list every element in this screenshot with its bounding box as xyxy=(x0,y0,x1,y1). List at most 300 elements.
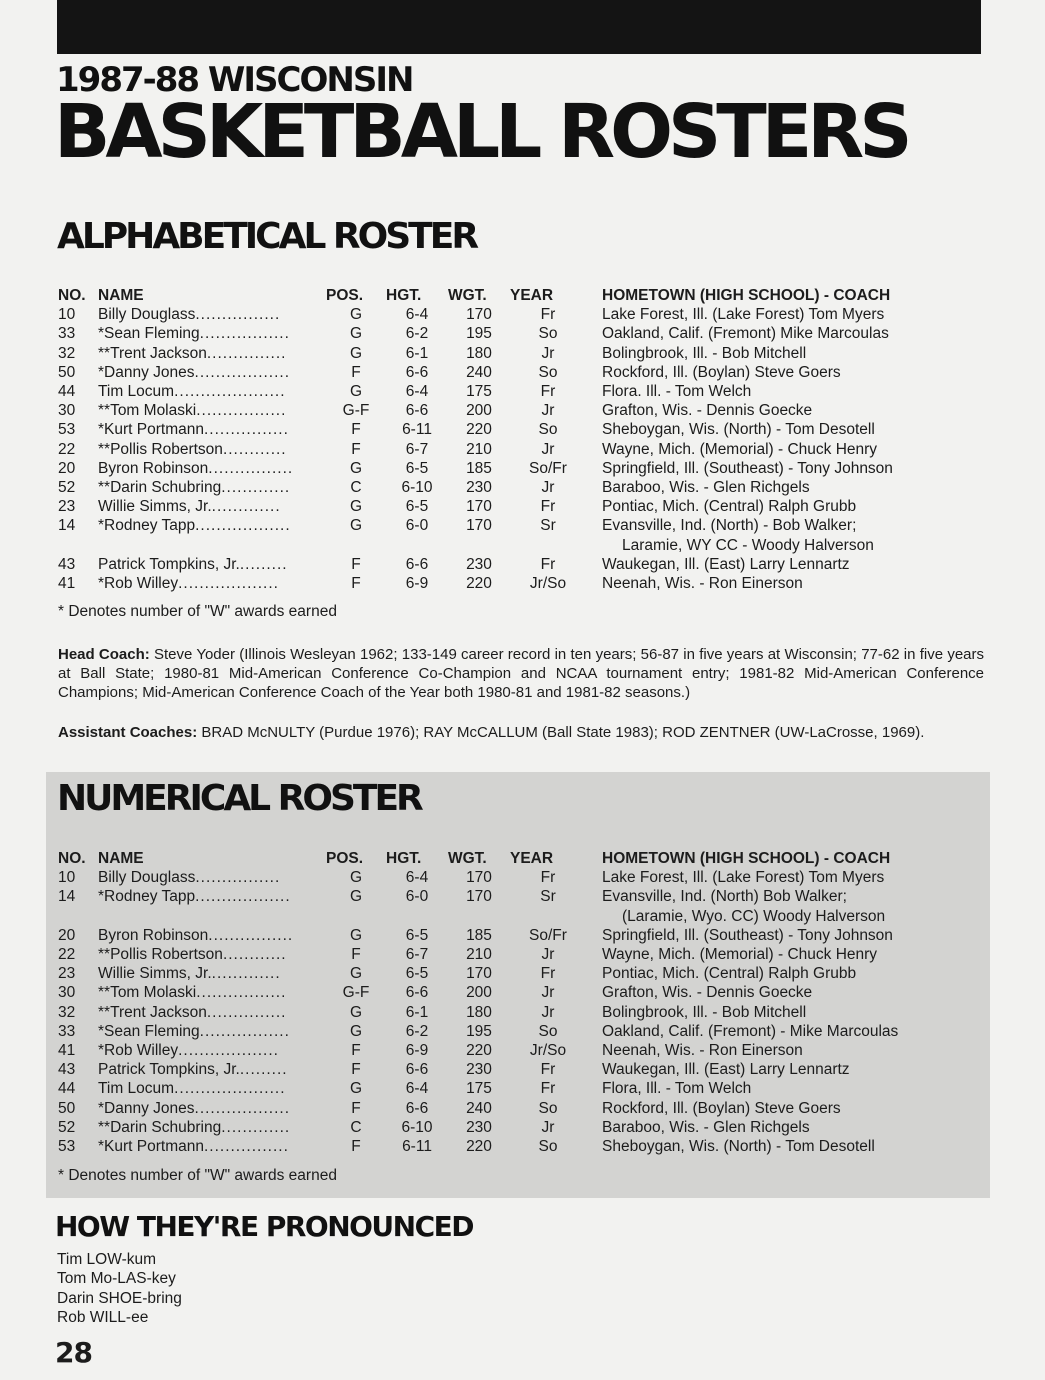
player-name xyxy=(98,324,326,343)
hometown-coach xyxy=(586,1041,898,1060)
assistant-coaches-label: Assistant Coaches: xyxy=(58,724,198,741)
dot-leader: ............ xyxy=(222,440,287,458)
cell-pos: F xyxy=(351,1138,361,1156)
player-name-text: **Tom Molaski xyxy=(98,402,197,420)
table-row xyxy=(58,401,893,420)
player-name-text: Billy Douglass xyxy=(98,869,196,887)
cell-no: 44 xyxy=(58,383,76,401)
table-row xyxy=(58,440,893,459)
cell-pos: G xyxy=(349,383,363,401)
hometown-line: Oakland, Calif. (Fremont) - Mike Marcoulas xyxy=(602,1022,899,1040)
player-name xyxy=(98,516,326,554)
cell-year: So xyxy=(538,1099,558,1117)
dot-leader: ..................... xyxy=(174,1080,286,1098)
cell-pos: G xyxy=(349,1003,363,1021)
top-black-bar xyxy=(57,0,981,54)
cell-hgt: 6-5 xyxy=(405,498,429,516)
cell-hgt: 6-9 xyxy=(405,575,429,593)
hometown-line: Pontiac, Mich. (Central) Ralph Grubb xyxy=(602,498,857,516)
title-line-1: 1987-88 WISCONSIN xyxy=(56,60,413,100)
cell-no: 52 xyxy=(58,479,76,497)
hometown-coach xyxy=(586,1060,898,1079)
cell-wgt: 170 xyxy=(466,888,492,906)
cell-pos: F xyxy=(351,1042,361,1060)
player-name-text: *Sean Fleming xyxy=(98,1022,200,1040)
player-name-text: **Darin Schubring xyxy=(98,1118,222,1136)
cell-pos: F xyxy=(351,1061,361,1079)
dot-leader: ................ xyxy=(203,421,289,439)
cell-no: 22 xyxy=(58,946,76,964)
cell-no: 33 xyxy=(58,325,76,343)
pronunciation-item: Tom Mo-LAS-key xyxy=(57,1270,176,1288)
player-name xyxy=(98,1079,326,1098)
player-name xyxy=(98,555,326,574)
hometown-line: Grafton, Wis. - Dennis Goecke xyxy=(602,402,813,420)
numerical-roster-heading: NUMERICAL ROSTER xyxy=(57,778,421,819)
player-name-text: *Sean Fleming xyxy=(98,325,200,343)
hometown-line: Wayne, Mich. (Memorial) - Chuck Henry xyxy=(602,946,878,964)
player-name xyxy=(98,868,326,887)
hometown-coach xyxy=(586,440,893,459)
table-row xyxy=(58,1041,898,1060)
player-name-text: **Darin Schubring xyxy=(98,479,222,497)
cell-pos: F xyxy=(351,1099,361,1117)
player-name-text: Patrick Tompkins, Jr. xyxy=(98,555,240,573)
cell-year: So xyxy=(538,421,558,439)
player-name xyxy=(98,363,326,382)
alphabetical-footnote: * Denotes number of "W" awards earned xyxy=(58,603,337,620)
player-name xyxy=(98,382,326,401)
cell-no: 53 xyxy=(58,421,76,439)
player-name xyxy=(98,1099,326,1118)
cell-wgt: 185 xyxy=(466,926,492,944)
dot-leader: .................. xyxy=(194,363,291,381)
player-name-text: Tim Locum xyxy=(98,1080,175,1098)
cell-hgt: 6-11 xyxy=(402,421,432,439)
cell-wgt: 240 xyxy=(466,1099,492,1117)
table-row xyxy=(58,344,893,363)
dot-leader: ..................... xyxy=(174,383,286,401)
cell-year: Jr xyxy=(541,984,555,1002)
cell-year: Fr xyxy=(540,869,556,887)
dot-leader: ......... xyxy=(239,555,288,573)
cell-wgt: 230 xyxy=(466,555,492,573)
table-row xyxy=(58,420,893,439)
dot-leader: ............. xyxy=(211,965,281,983)
player-name-text: *Rob Willey xyxy=(98,1042,179,1060)
hometown-line: Bolingbrook, Ill. - Bob Mitchell xyxy=(602,344,807,362)
table-row xyxy=(58,926,898,945)
assistant-coaches-text: BRAD McNULTY (Purdue 1976); RAY McCALLUM (Ball State 1983); ROD ZENTNER (UW-LaCrosse, 1969). xyxy=(197,724,925,741)
cell-no: 44 xyxy=(58,1080,76,1098)
cell-wgt: 195 xyxy=(466,1022,492,1040)
column-header-pos: POS. xyxy=(326,850,364,867)
player-name-text: Billy Douglass xyxy=(98,306,196,324)
cell-pos: G-F xyxy=(342,984,370,1002)
cell-wgt: 220 xyxy=(466,421,492,439)
cell-no: 41 xyxy=(58,1042,76,1060)
player-name xyxy=(98,1003,326,1022)
dot-leader: ............. xyxy=(221,479,291,497)
cell-pos: G xyxy=(349,1022,363,1040)
cell-wgt: 170 xyxy=(466,498,492,516)
hometown-coach xyxy=(586,516,893,554)
numerical-footnote: * Denotes number of "W" awards earned xyxy=(58,1167,337,1184)
hometown-coach xyxy=(586,945,898,964)
cell-year: So xyxy=(538,1138,558,1156)
head-coach-paragraph xyxy=(58,645,984,702)
player-name xyxy=(98,1041,326,1060)
column-header-hgt: HGT. xyxy=(386,287,422,304)
hometown-line: Rockford, Ill. (Boylan) Steve Goers xyxy=(602,1099,841,1117)
table-row xyxy=(58,887,898,925)
hometown-coach xyxy=(586,382,893,401)
alphabetical-roster-heading: ALPHABETICAL ROSTER xyxy=(57,216,477,257)
cell-pos: G xyxy=(349,926,363,944)
column-header-year: YEAR xyxy=(510,850,554,867)
hometown-line: Flora, Ill. - Tom Welch xyxy=(602,1080,752,1098)
cell-year: Fr xyxy=(540,1061,556,1079)
cell-hgt: 6-6 xyxy=(405,555,429,573)
cell-hgt: 6-1 xyxy=(405,344,429,362)
dot-leader: ................ xyxy=(203,1138,289,1156)
table-row xyxy=(58,964,898,983)
hometown-coach xyxy=(586,555,893,574)
head-coach-label: Head Coach: xyxy=(58,646,150,663)
dot-leader: ................. xyxy=(196,984,287,1002)
cell-pos: G xyxy=(349,306,363,324)
player-name xyxy=(98,478,326,497)
cell-hgt: 6-5 xyxy=(405,926,429,944)
cell-wgt: 170 xyxy=(466,306,492,324)
hometown-coach xyxy=(586,305,893,324)
player-name xyxy=(98,1022,326,1041)
table-row xyxy=(58,868,898,887)
hometown-coach xyxy=(586,324,893,343)
cell-hgt: 6-10 xyxy=(401,1118,433,1136)
hometown-line: Baraboo, Wis. - Glen Richgels xyxy=(602,479,810,497)
cell-wgt: 230 xyxy=(466,479,492,497)
cell-year: So xyxy=(538,363,558,381)
hometown-coach xyxy=(586,363,893,382)
dot-leader: ................. xyxy=(199,325,290,343)
hometown-line: Neenah, Wis. - Ron Einerson xyxy=(602,1042,803,1060)
hometown-line: Pontiac, Mich. (Central) Ralph Grubb xyxy=(602,965,857,983)
table-row xyxy=(58,574,893,593)
player-name-text: Byron Robinson xyxy=(98,926,209,944)
cell-pos: F xyxy=(351,946,361,964)
hometown-coach xyxy=(586,497,893,516)
hometown-line: Flora. Ill. - Tom Welch xyxy=(602,383,752,401)
hometown-line: Wayne, Mich. (Memorial) - Chuck Henry xyxy=(602,440,878,458)
numerical-roster-table xyxy=(58,849,898,1156)
cell-pos: G xyxy=(349,498,363,516)
player-name xyxy=(98,420,326,439)
cell-hgt: 6-6 xyxy=(405,984,429,1002)
player-name-text: **Pollis Robertson xyxy=(98,946,223,964)
player-name xyxy=(98,440,326,459)
hometown-coach xyxy=(586,574,893,593)
player-name-text: Patrick Tompkins, Jr. xyxy=(98,1061,240,1079)
hometown-line: Grafton, Wis. - Dennis Goecke xyxy=(602,984,813,1002)
player-name xyxy=(98,574,326,593)
table-row xyxy=(58,516,893,554)
column-header-name: NAME xyxy=(98,287,144,304)
hometown-line: Neenah, Wis. - Ron Einerson xyxy=(602,575,803,593)
player-name xyxy=(98,945,326,964)
player-name-text: Willie Simms, Jr. xyxy=(98,498,212,516)
dot-leader: ......... xyxy=(239,1061,288,1079)
cell-wgt: 220 xyxy=(466,1138,492,1156)
hometown-line: Waukegan, Ill. (East) Larry Lennartz xyxy=(602,555,850,573)
column-header-hgt: HGT. xyxy=(386,850,422,867)
cell-year: Fr xyxy=(540,555,556,573)
hometown-coach xyxy=(586,887,898,925)
cell-year: Jr xyxy=(541,402,555,420)
dot-leader: ................. xyxy=(199,1022,290,1040)
cell-year: Jr/So xyxy=(529,1042,567,1060)
cell-pos: F xyxy=(351,363,361,381)
cell-year: So xyxy=(538,325,558,343)
cell-wgt: 230 xyxy=(466,1061,492,1079)
table-row xyxy=(58,1099,898,1118)
cell-no: 22 xyxy=(58,440,76,458)
hometown-line: Sheboygan, Wis. (North) - Tom Desotell xyxy=(602,1138,875,1156)
cell-hgt: 6-6 xyxy=(405,402,429,420)
title-line-2: BASKETBALL ROSTERS xyxy=(54,89,908,175)
cell-wgt: 210 xyxy=(466,440,492,458)
cell-wgt: 220 xyxy=(466,1042,492,1060)
cell-hgt: 6-7 xyxy=(405,946,429,964)
cell-no: 50 xyxy=(58,1099,76,1117)
player-name xyxy=(98,926,326,945)
cell-hgt: 6-4 xyxy=(405,306,429,324)
cell-wgt: 180 xyxy=(466,344,492,362)
hometown-coach xyxy=(586,1003,898,1022)
cell-no: 53 xyxy=(58,1138,76,1156)
cell-no: 14 xyxy=(58,517,76,535)
alphabetical-roster-table xyxy=(58,286,893,593)
cell-hgt: 6-0 xyxy=(405,888,429,906)
cell-pos: G xyxy=(349,459,363,477)
dot-leader: ................ xyxy=(195,306,281,324)
hometown-line: Rockford, Ill. (Boylan) Steve Goers xyxy=(602,363,841,381)
pronunciation-item: Rob WILL-ee xyxy=(57,1308,149,1326)
player-name xyxy=(98,1137,326,1156)
dot-leader: ................... xyxy=(178,1042,279,1060)
hometown-coach xyxy=(586,478,893,497)
cell-hgt: 6-2 xyxy=(405,325,429,343)
cell-no: 23 xyxy=(58,965,76,983)
cell-year: Fr xyxy=(540,965,556,983)
player-name-text: Tim Locum xyxy=(98,383,175,401)
cell-no: 10 xyxy=(58,306,76,324)
cell-wgt: 210 xyxy=(466,946,492,964)
dot-leader: ................ xyxy=(208,926,294,944)
cell-year: So xyxy=(538,1022,558,1040)
column-header-home: HOMETOWN (HIGH SCHOOL) - COACH xyxy=(602,287,891,304)
table-row xyxy=(58,1022,898,1041)
cell-year: Sr xyxy=(540,888,556,906)
player-name xyxy=(98,887,326,925)
cell-hgt: 6-11 xyxy=(402,1138,432,1156)
cell-no: 30 xyxy=(58,984,76,1002)
hometown-coach xyxy=(586,459,893,478)
dot-leader: ................... xyxy=(178,575,279,593)
cell-wgt: 175 xyxy=(466,1080,492,1098)
cell-no: 52 xyxy=(58,1118,76,1136)
table-row xyxy=(58,382,893,401)
cell-hgt: 6-4 xyxy=(405,383,429,401)
dot-leader: ................. xyxy=(196,402,287,420)
cell-hgt: 6-10 xyxy=(401,479,433,497)
column-header-wgt: WGT. xyxy=(448,850,487,867)
player-name-text: *Rodney Tapp xyxy=(98,517,196,535)
hometown-coach xyxy=(586,1099,898,1118)
head-coach-text: Steve Yoder (Illinois Wesleyan 1962; 133-149 career record in ten years; 56-87 in five years at Wisconsin; 77-62 in five years at Ball State; 1980-81 Mid-American Conference Co-Champion and NCAA tournament entry; 1981-82 Mid-American Conference Champions; Mid-American Conference Coach of the Year both 1980-81 and 1981-82 seasons.) xyxy=(58,646,984,701)
cell-year: Fr xyxy=(540,498,556,516)
cell-year: Jr xyxy=(541,479,555,497)
player-name xyxy=(98,964,326,983)
cell-year: Jr xyxy=(541,440,555,458)
hometown-coach xyxy=(586,420,893,439)
player-name xyxy=(98,1060,326,1079)
cell-year: Sr xyxy=(540,517,556,535)
cell-no: 20 xyxy=(58,926,76,944)
hometown-line: Springfield, Ill. (Southeast) - Tony Johnson xyxy=(602,926,893,944)
cell-pos: G xyxy=(349,965,363,983)
dot-leader: ................ xyxy=(208,459,294,477)
player-name-text: *Kurt Portmann xyxy=(98,1138,204,1156)
cell-wgt: 220 xyxy=(466,575,492,593)
hometown-line: Waukegan, Ill. (East) Larry Lennartz xyxy=(602,1061,850,1079)
cell-hgt: 6-2 xyxy=(405,1022,429,1040)
table-row xyxy=(58,459,893,478)
pronunciation-heading: HOW THEY'RE PRONOUNCED xyxy=(55,1210,474,1243)
column-header-year: YEAR xyxy=(510,287,554,304)
cell-pos: F xyxy=(351,440,361,458)
cell-pos: F xyxy=(351,555,361,573)
table-row xyxy=(58,1118,898,1137)
cell-pos: C xyxy=(350,1118,362,1136)
table-row xyxy=(58,305,893,324)
hometown-line: Sheboygan, Wis. (North) - Tom Desotell xyxy=(602,421,875,439)
cell-hgt: 6-4 xyxy=(405,1080,429,1098)
hometown-coach xyxy=(586,1079,898,1098)
hometown-coach xyxy=(586,1118,898,1137)
player-name-text: **Tom Molaski xyxy=(98,984,197,1002)
cell-year: Jr xyxy=(541,344,555,362)
table-row xyxy=(58,555,893,574)
player-name xyxy=(98,497,326,516)
cell-no: 43 xyxy=(58,1061,76,1079)
player-name xyxy=(98,305,326,324)
cell-hgt: 6-6 xyxy=(405,363,429,381)
player-name-text: *Danny Jones xyxy=(98,1099,195,1117)
hometown-line: Evansville, Ind. (North) Bob Walker; xyxy=(602,888,847,906)
dot-leader: ............ xyxy=(222,946,287,964)
table-row xyxy=(58,1060,898,1079)
cell-year: Jr xyxy=(541,946,555,964)
cell-hgt: 6-6 xyxy=(405,1061,429,1079)
player-name xyxy=(98,344,326,363)
cell-hgt: 6-0 xyxy=(405,517,429,535)
table-row xyxy=(58,478,893,497)
player-name-text: **Pollis Robertson xyxy=(98,440,223,458)
cell-year: Fr xyxy=(540,1080,556,1098)
cell-hgt: 6-6 xyxy=(405,1099,429,1117)
pronunciation-list xyxy=(57,1250,182,1327)
table-row xyxy=(58,363,893,382)
cell-wgt: 230 xyxy=(466,1118,492,1136)
cell-no: 20 xyxy=(58,459,76,477)
cell-no: 50 xyxy=(58,363,76,381)
cell-wgt: 240 xyxy=(466,363,492,381)
table-row xyxy=(58,945,898,964)
player-name-text: Byron Robinson xyxy=(98,459,209,477)
cell-no: 33 xyxy=(58,1022,76,1040)
cell-wgt: 170 xyxy=(466,869,492,887)
cell-no: 23 xyxy=(58,498,76,516)
hometown-line: Evansville, Ind. (North) - Bob Walker; xyxy=(602,517,857,535)
dot-leader: ............... xyxy=(206,1003,287,1021)
cell-pos: G xyxy=(349,1080,363,1098)
table-row xyxy=(58,497,893,516)
player-name-text: **Trent Jackson xyxy=(98,1003,207,1021)
cell-wgt: 175 xyxy=(466,383,492,401)
hometown-line: Bolingbrook, Ill. - Bob Mitchell xyxy=(602,1003,807,1021)
player-name-text: *Danny Jones xyxy=(98,363,195,381)
cell-wgt: 170 xyxy=(466,517,492,535)
pronunciation-item: Darin SHOE-bring xyxy=(57,1289,182,1307)
cell-no: 14 xyxy=(58,888,76,906)
hometown-line: Lake Forest, Ill. (Lake Forest) Tom Myers xyxy=(602,869,885,887)
cell-pos: G xyxy=(349,888,363,906)
cell-no: 41 xyxy=(58,575,76,593)
cell-year: So/Fr xyxy=(529,926,567,944)
cell-pos: F xyxy=(351,421,361,439)
player-name-text: *Rodney Tapp xyxy=(98,888,196,906)
cell-pos: G-F xyxy=(342,402,370,420)
cell-pos: C xyxy=(350,479,362,497)
column-header-wgt: WGT. xyxy=(448,287,487,304)
player-name-text: **Trent Jackson xyxy=(98,344,207,362)
cell-year: Fr xyxy=(540,306,556,324)
table-row xyxy=(58,324,893,343)
table-row xyxy=(58,983,898,1002)
cell-wgt: 200 xyxy=(466,402,492,420)
cell-wgt: 195 xyxy=(466,325,492,343)
cell-pos: G xyxy=(349,344,363,362)
table-row xyxy=(58,1079,898,1098)
hometown-coach xyxy=(586,983,898,1002)
dot-leader: .................. xyxy=(195,517,291,535)
cell-hgt: 6-9 xyxy=(405,1042,429,1060)
hometown-coach xyxy=(586,344,893,363)
page-number: 28 xyxy=(55,1336,92,1369)
cell-hgt: 6-1 xyxy=(405,1003,429,1021)
player-name xyxy=(98,459,326,478)
cell-year: So/Fr xyxy=(529,459,567,477)
hometown-coach xyxy=(586,1137,898,1156)
cell-pos: G xyxy=(349,517,363,535)
hometown-line: Springfield, Ill. (Southeast) - Tony Johnson xyxy=(602,459,893,477)
cell-hgt: 6-5 xyxy=(405,459,429,477)
cell-year: Jr xyxy=(541,1118,555,1136)
dot-leader: .................. xyxy=(195,888,291,906)
cell-wgt: 180 xyxy=(466,1003,492,1021)
cell-no: 10 xyxy=(58,869,76,887)
